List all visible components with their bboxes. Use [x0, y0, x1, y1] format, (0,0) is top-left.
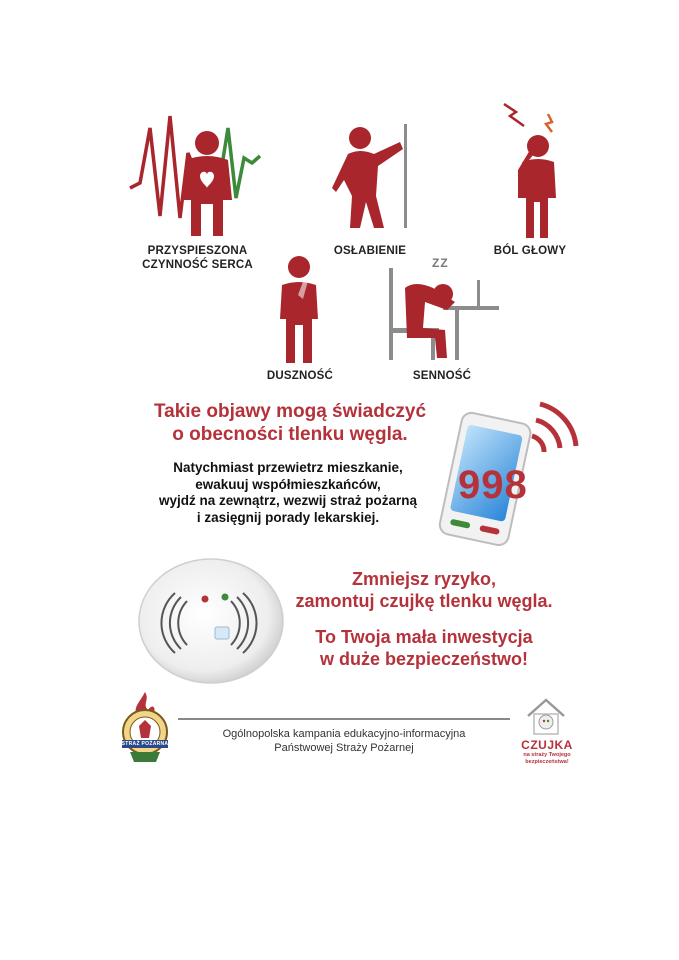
- fire-service-logo: [112, 690, 178, 764]
- headache-figure-icon: [500, 100, 570, 240]
- slogan-text: [268, 568, 580, 670]
- instructions-text: [138, 460, 438, 526]
- czujka-sub2: bezpieczeństwa!: [525, 759, 569, 765]
- fire-service-logo-text: STRAŻ POŻARNA: [121, 741, 169, 747]
- warning-headline: [135, 400, 445, 446]
- symptom-heart-line1: PRZYSPIESZONA: [147, 245, 248, 257]
- czujka-logo-subtitle: [512, 752, 582, 766]
- symptom-label-headache: BÓL GŁOWY: [493, 245, 567, 257]
- instructions-line3: wyjdź na zewnątrz, wezwij straż pożarną: [158, 493, 418, 508]
- slogan-line1: Zmniejsz ryzyko,: [351, 569, 497, 589]
- sleeping-figure-icon: [385, 258, 500, 364]
- symptom-label-breath: DUSZNOŚĆ: [266, 370, 334, 382]
- instructions-line1: Natychmiast przewietrz mieszkanie,: [173, 460, 403, 475]
- leaning-figure-icon: [330, 120, 420, 232]
- instructions-line4: i zasięgnij porady lekarskiej.: [196, 509, 380, 525]
- slogan-line2: zamontuj czujkę tlenku węgla.: [295, 591, 553, 611]
- zzz-text: ZZ: [432, 256, 449, 270]
- heart-figure-icon: [128, 108, 268, 238]
- slogan-line3: To Twoja mała inwestycja: [315, 627, 533, 647]
- campaign-text: [180, 727, 508, 755]
- emergency-number: 998: [458, 463, 528, 507]
- symptom-label-weakness: OSŁABIENIE: [333, 245, 407, 257]
- footer-divider: [178, 718, 510, 720]
- headline-line2: o obecności tlenku węgla.: [172, 424, 408, 445]
- choking-figure-icon: [272, 255, 326, 365]
- instructions-line2: ewakuuj współmieszkańców,: [195, 476, 381, 492]
- symptom-heart-line2: CZYNNOŚĆ SERCA: [142, 259, 253, 271]
- slogan-line4: w duże bezpieczeństwo!: [319, 649, 529, 669]
- czujka-logo-title: CZUJKA: [521, 738, 573, 752]
- co-detector-icon: [135, 553, 285, 685]
- czujka-house-icon: [524, 696, 568, 736]
- symptom-label-sleepiness: SENNOŚĆ: [412, 370, 472, 382]
- campaign-line2: Państwowej Straży Pożarnej: [274, 742, 414, 754]
- symptom-label-heart: [135, 244, 260, 272]
- headline-line1: Takie objawy mogą świadczyć: [153, 401, 427, 422]
- campaign-line1: Ogólnopolska kampania edukacyjno-informacyjna: [222, 728, 466, 740]
- czujka-sub1: na straży Twojego: [523, 752, 571, 758]
